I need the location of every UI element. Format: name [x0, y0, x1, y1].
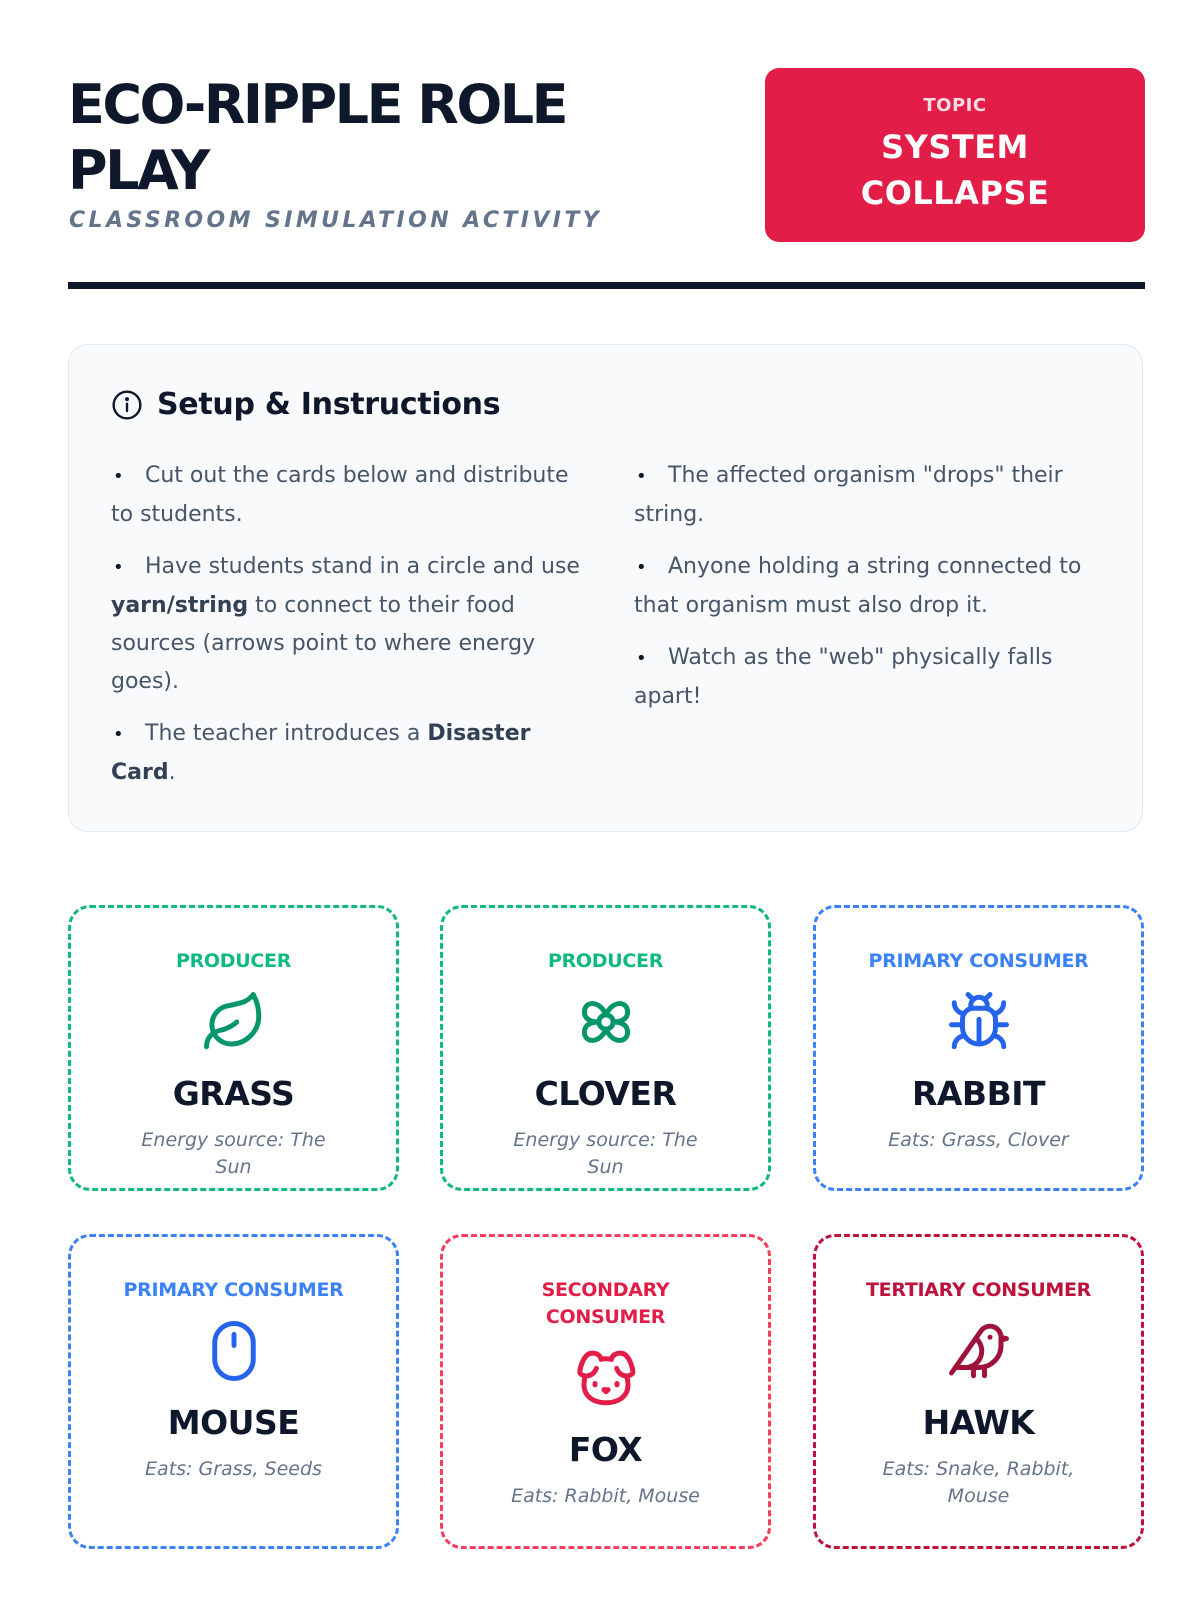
clover-icon [573, 989, 639, 1055]
bullet-icon: • [113, 557, 124, 578]
worksheet-page [68, 0, 1144, 1507]
card-name: MOUSE [167, 1403, 300, 1442]
bird-icon [946, 1318, 1012, 1384]
header-divider [68, 282, 1145, 289]
instruction-item: • Cut out the cards below and distribute to students. [111, 457, 581, 534]
card-type: SECONDARY CONSUMER [541, 1279, 670, 1328]
card-type: PRODUCER [547, 950, 664, 972]
card-name: RABBIT [911, 1074, 1046, 1113]
instructions-heading [111, 387, 500, 422]
card-type: PRODUCER [175, 950, 292, 972]
card-type: TERTIARY CONSUMER [866, 1279, 1091, 1301]
instructions-panel [68, 344, 1143, 832]
leaf-icon [201, 989, 267, 1055]
organism-card-clover [440, 905, 771, 1191]
page-subtitle: CLASSROOM SIMULATION ACTIVITY [69, 208, 603, 233]
card-description: Energy source: The Sun [141, 1129, 326, 1178]
instruction-item: • Have students stand in a circle and use yarn/string to connect to their food sources (arrows point to where energy goes). [111, 548, 581, 701]
bullet-icon: • [636, 648, 647, 669]
organism-card-fox [440, 1234, 771, 1549]
instructions-title: Setup & Instructions [157, 387, 501, 422]
mouse-icon [201, 1318, 267, 1384]
card-description: Eats: Snake, Rabbit, Mouse [882, 1458, 1075, 1507]
bullet-icon: • [113, 724, 124, 745]
card-type: PRIMARY CONSUMER [123, 1279, 344, 1301]
instruction-item: • The affected organism "drops" their string. [634, 457, 1104, 534]
card-name: GRASS [172, 1074, 295, 1113]
card-name: HAWK [922, 1403, 1035, 1442]
organism-card-grass [68, 905, 399, 1191]
instructions-list-left [111, 457, 581, 806]
card-description: Eats: Rabbit, Mouse [511, 1485, 700, 1507]
card-description: Energy source: The Sun [513, 1129, 698, 1178]
organism-card-hawk [813, 1234, 1144, 1549]
bullet-icon: • [113, 466, 124, 487]
bug-icon [946, 989, 1012, 1055]
info-icon [111, 389, 143, 421]
organism-card-rabbit [813, 905, 1144, 1191]
page-title: ECO-RIPPLE ROLE PLAY [68, 73, 567, 202]
card-type: PRIMARY CONSUMER [868, 950, 1089, 972]
bullet-icon: • [636, 557, 647, 578]
topic-label: TOPIC [923, 95, 987, 116]
header [68, 0, 1144, 290]
card-name: FOX [568, 1430, 643, 1469]
instruction-item: • Anyone holding a string connected to that organism must also drop it. [634, 548, 1104, 625]
topic-badge [765, 68, 1145, 242]
card-description: Eats: Grass, Seeds [145, 1458, 322, 1480]
topic-value: SYSTEM COLLAPSE [860, 128, 1050, 212]
instruction-item: • Watch as the "web" physically falls apart! [634, 639, 1104, 716]
dog-icon [573, 1345, 639, 1411]
bullet-icon: • [636, 466, 647, 487]
organism-card-mouse [68, 1234, 399, 1549]
card-description: Eats: Grass, Clover [888, 1129, 1069, 1151]
card-name: CLOVER [534, 1074, 677, 1113]
instructions-list-right [634, 457, 1104, 730]
instruction-item: • The teacher introduces a Disaster Card. [111, 715, 581, 792]
